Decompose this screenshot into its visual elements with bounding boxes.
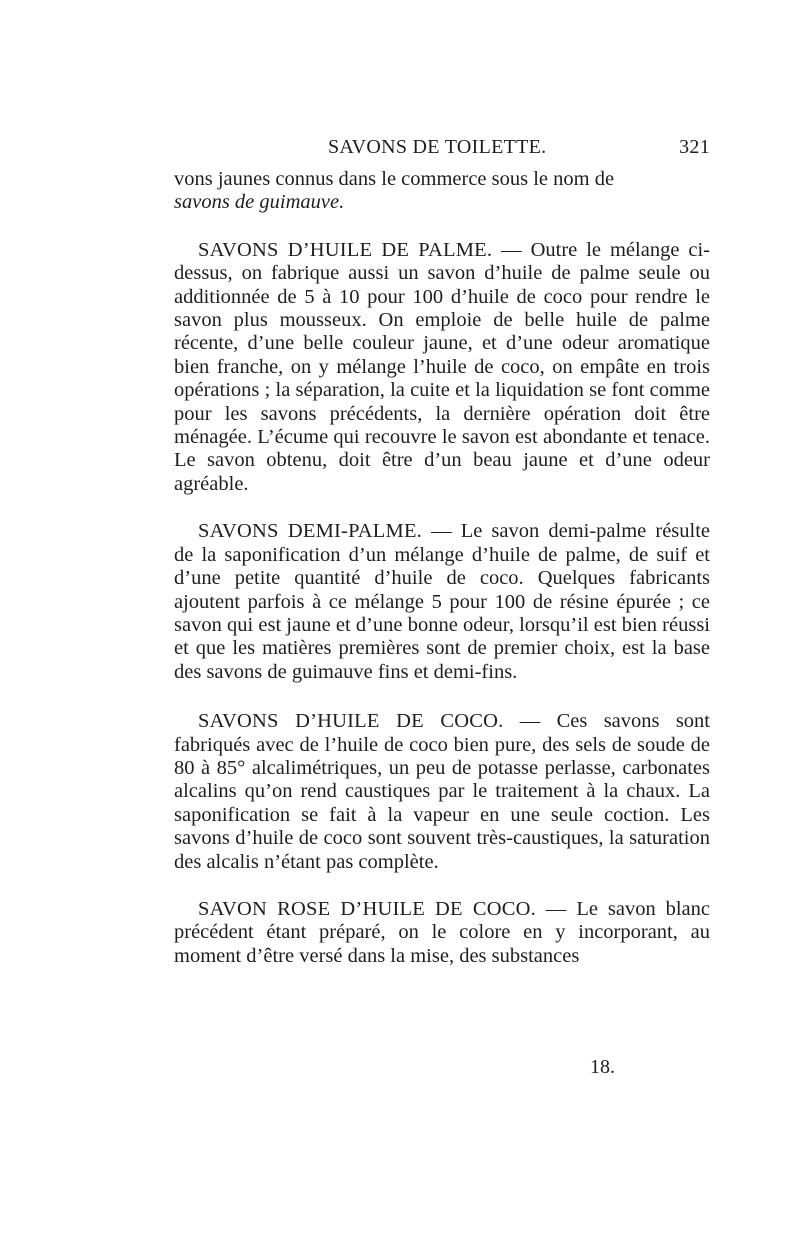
section-text: — Le savon demi-palme résulte de la saponification d’un mélange d’huile de palme, de suif et d’une petite quantité d’huile de coco. Quelques fabricants ajoutent parfois à ce mélange 5 pour 100 de résine épurée ; ce savon qui est jaune et d’une bonne odeur, lorsqu’il est bien réussi et que les matières premières sont de premier choix, est la base des savons de guimauve fins et demi-fins. bbox=[174, 520, 711, 683]
section-text: — Outre le mélange ci-dessus, on fabrique aussi un savon d’huile de palme seule ou additionnée de 5 à 10 pour 100 d’huile de coco pour rendre le savon plus mousseux. On emploie de belle huile de palme récente, d’une belle couleur jaune, et d’une odeur aromatique bien franche, on y mélange l’huile de coco, on empâte en trois opérations ; la séparation, la cuite et la liquidation se font comme pour les savons précédents, la dernière opération doit être ménagée. L’écume qui recouvre le savon est abondante et tenace. Le savon obtenu, doit être d’un beau jaune et d’une odeur agréable. bbox=[174, 238, 710, 495]
section-paragraph bbox=[174, 520, 710, 684]
section-title: SAVONS DEMI-PALME. bbox=[198, 520, 423, 543]
section-text: — Ces savons sont fabriqués avec de l’huile de coco bien pure, des sels de soude de 80 à 85° alcalimétriques, un peu de potasse perlasse, carbonates alcalins qu’on rend caustiques par le traitement à la chaux. La saponification se fait à la vapeur en une seule coction. Les savons d’huile de coco sont souvent très-caustiques, la saturation des alcalis n’étant pas complète. bbox=[174, 710, 710, 873]
paragraph-gap bbox=[174, 684, 710, 710]
body-text bbox=[174, 168, 710, 968]
section-text: — Le savon blanc précédent étant préparé, on le colore en y incorporant, au moment d’être versé dans la mise, des substances bbox=[174, 897, 711, 967]
intro-paragraph bbox=[174, 168, 710, 215]
section-title: SAVONS D’HUILE DE PALME. bbox=[198, 238, 493, 261]
section-title: SAVON ROSE D’HUILE DE COCO. bbox=[198, 897, 536, 920]
intro-italic-phrase: savons de guimauve. bbox=[174, 191, 345, 214]
paragraph-gap bbox=[174, 215, 710, 239]
section-paragraph bbox=[174, 239, 710, 496]
section-paragraph bbox=[174, 898, 710, 968]
section-title: SAVONS D’HUILE DE COCO. bbox=[198, 710, 504, 733]
running-head bbox=[174, 136, 710, 164]
intro-line-1: vons jaunes connus dans le commerce sous le nom de bbox=[174, 168, 615, 190]
paragraph-gap bbox=[174, 496, 710, 520]
section-paragraph bbox=[174, 710, 710, 874]
running-title: SAVONS DE TOILETTE. bbox=[328, 136, 547, 158]
page-number: 321 bbox=[679, 136, 710, 158]
signature-mark: 18. bbox=[590, 1056, 615, 1078]
paragraph-gap bbox=[174, 874, 710, 898]
